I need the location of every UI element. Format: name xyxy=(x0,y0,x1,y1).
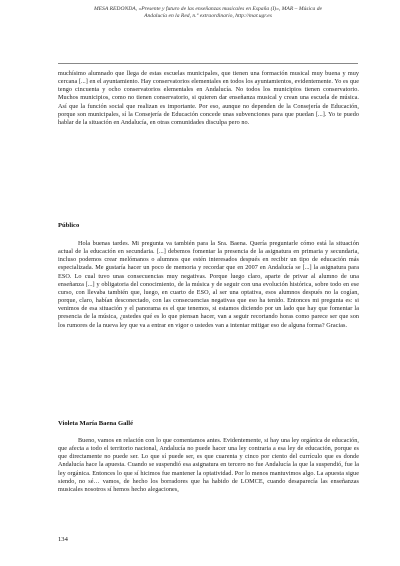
speaker-paragraph: Bueno, vamos en relación con lo que comentamos antes. Evidentemente, si hay una ley orgánica de educación, que afecta a todo el territorio nacional, Andalucía no puede hacer una ley contraria a esa ley de educación, porque es que directamente no puede ser. Lo que sí puede ser, es que cuarenta y cinco por ciento del currículo que es donde Andalucía hace la apuesta. Cuando se suspendió esa asignatura en tercero no fue Andalucía la que la suspendió, fue la ley orgánica. Entonces lo que sí hicimos fue mantener la optatividad. Por lo menos mantuvimos algo. La apuesta sigue siendo, no sé… vamos, de hecho los borradores que ha habido de LOMCE, cuando desaparecía las enseñanzas musicales nosotros sí hemos hecho alegaciones, xyxy=(58,437,359,493)
intro-text-block xyxy=(58,70,359,127)
publico-paragraph: Hola buenas tardes. Mi pregunta va también para la Sra. Baena. Quería preguntarle cómo está la situación actual de la educación en secundaria. [...] debemos fomentar la presencia de la asignatura en primaria y secundaria, incluso podemos crear melómanos o alumnos que estén interesados después en recibir un tipo de educación más especializada. Me gustaría hacer un poco de memoria y recordar que en 2007 en Andalucía se [...] la asignatura para ESO. Lo cual tuvo unas consecuencias muy negativas. Porque luego claro, aparte de privar al alumno de una enseñanza [...] y obligatoria del conocimiento, de la música y de seguir con una evolución histórica, sobre todo en ese curso, con llevaba también que, luego, en cuarto de ESO, al ser una optativa, esos alumnos después no la cogían, porque, claro, habían desconectado, con las consecuencias negativas que eso ha tenido. Entonces mi pregunta es: si venimos de esa situación y el panorama es el que tenemos, si estamos diciendo por un lado que hay que fomentar la presencia de la música, ¿ustedes qué es lo que piensan hacer, van a seguir recortando horas como parece ser que son los rumores de la nueva ley que va a entrar en vigor o ustedes van a intentar mitigar eso de alguna forma? Gracias. xyxy=(58,240,359,329)
section-heading-speaker: Violeta María Baena Gallé xyxy=(58,420,134,427)
intro-paragraph: muchísimo alumnado que llega de estas escuelas municipales, que tienen una formación musical muy buena y muy cercana [...] en el ayuntamiento. Hay conservatorios elementales en todos los ayuntamientos, evidentemente. Yo es que tengo cincuenta y ocho conservatorios elementales en Andalucía. No todos los municipios tienen conservatorio. Muchos municipios, como no tienen conservatorio, si quieren dar enseñanza musical y crean una escuela de música. Así que la función social que realizan es importante. Por eso, aunque no dependen de la Consejería de Educación, porque son municipales, sí la Consejería de Educación concede unas subvenciones para que puedan [...]. Yo te puedo hablar de la situación en Andalucía, en otras comunidades disculpa pero no. xyxy=(58,70,359,126)
publico-text-block xyxy=(58,240,359,330)
running-header xyxy=(58,6,358,20)
page-number: 134 xyxy=(58,536,68,543)
section-heading-publico: Público xyxy=(58,222,80,229)
header-rule xyxy=(58,63,358,64)
header-line-2: Andalucía en la Red, n.º extraordinario, http://mar.ugr.es xyxy=(144,13,272,19)
speaker-text-block xyxy=(58,437,359,494)
header-line-1: MESA REDONDA, «Presente y futuro de las enseñanzas musicales en España (I)», MAR – Música de xyxy=(93,6,322,12)
